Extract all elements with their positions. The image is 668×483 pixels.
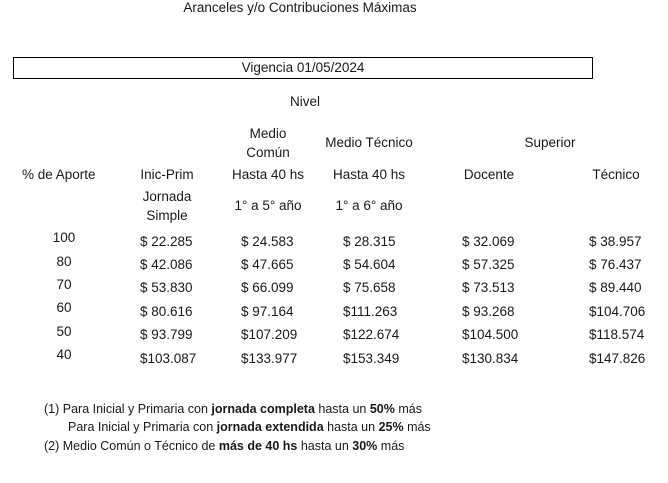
cell-tec: $104.706	[589, 304, 646, 319]
cell-inic: $ 53.830	[140, 280, 193, 295]
cell-tec: $ 76.437	[589, 257, 642, 272]
header-tecnico: Técnico	[592, 167, 640, 182]
footnote-text: más	[403, 420, 431, 434]
vigencia-box	[13, 57, 593, 79]
cell-doc: $ 57.325	[462, 257, 515, 272]
header-hasta40-mt: Hasta 40 hs	[332, 167, 406, 182]
cell-mt: $ 28.315	[343, 234, 396, 249]
cell-mt: $ 54.604	[343, 257, 396, 272]
cell-inic: $ 42.086	[140, 257, 193, 272]
header-jornada: Jornada	[142, 189, 192, 204]
cell-tec: $ 89.440	[589, 280, 642, 295]
cell-inic: $ 80.616	[140, 304, 193, 319]
header-anio-mc: 1° a 5° año	[234, 198, 302, 213]
footnote-bold: jornada extendida	[216, 420, 324, 434]
cell-mt: $122.674	[343, 327, 400, 342]
cell-aporte: 100	[52, 230, 76, 245]
cell-inic: $ 93.799	[140, 327, 193, 342]
cell-doc: $ 73.513	[462, 280, 515, 295]
header-medio-comun-1: Medio	[249, 126, 287, 141]
footnote-1b	[68, 420, 431, 434]
footnote-text: (2) Medio Común o Técnico de	[44, 439, 219, 453]
footnote-text: hasta un	[323, 420, 379, 434]
header-anio-mt: 1° a 6° año	[335, 198, 403, 213]
vigencia-label: Vigencia 01/05/2024	[241, 60, 365, 75]
header-hasta40-mc: Hasta 40 hs	[231, 167, 305, 182]
header-docente: Docente	[463, 167, 515, 182]
cell-doc: $104.500	[462, 327, 519, 342]
header-aporte: % de Aporte	[22, 167, 96, 182]
cell-mc: $ 24.583	[241, 234, 294, 249]
cell-mc: $ 66.099	[241, 280, 294, 295]
footnote-text: hasta un	[297, 439, 353, 453]
nivel-header: Nivel	[289, 94, 320, 109]
cell-mt: $ 75.658	[343, 280, 396, 295]
footnote-2	[44, 439, 404, 453]
header-medio-comun-2: Común	[246, 145, 290, 160]
footnote-bold: más de 40 hs	[218, 439, 298, 453]
cell-mt: $111.263	[343, 304, 398, 319]
cell-doc: $ 32.069	[462, 234, 515, 249]
footnote-text: más	[394, 402, 422, 416]
cell-aporte: 60	[56, 300, 72, 315]
cell-tec: $118.574	[589, 327, 645, 342]
footnote-1	[44, 402, 422, 416]
cell-inic: $103.087	[140, 351, 197, 366]
page-title: Aranceles y/o Contribuciones Máximas	[183, 0, 417, 15]
footnote-bold: 50%	[369, 402, 395, 416]
footnote-bold: jornada completa	[211, 402, 315, 416]
cell-aporte: 40	[56, 347, 72, 362]
cell-aporte: 50	[56, 324, 72, 339]
cell-mc: $ 97.164	[241, 304, 294, 319]
footnote-text: hasta un	[314, 402, 370, 416]
footnote-bold: 30%	[352, 439, 378, 453]
header-superior: Superior	[524, 135, 576, 150]
cell-mc: $107.209	[241, 327, 298, 342]
footnote-text: más	[377, 439, 405, 453]
cell-aporte: 80	[56, 254, 72, 269]
cell-aporte: 70	[56, 277, 72, 292]
footnote-bold: 25%	[378, 420, 404, 434]
cell-mc: $133.977	[241, 351, 298, 366]
cell-doc: $130.834	[462, 351, 519, 366]
header-medio-tecnico: Medio Técnico	[325, 135, 413, 150]
footnote-text: Para Inicial y Primaria con	[68, 420, 217, 434]
cell-tec: $ 38.957	[589, 234, 642, 249]
cell-doc: $ 93.268	[462, 304, 515, 319]
cell-inic: $ 22.285	[140, 234, 193, 249]
footnote-text: (1) Para Inicial y Primaria con	[44, 402, 212, 416]
cell-mt: $153.349	[343, 351, 400, 366]
header-inic-prim: Inic-Prim	[140, 167, 194, 182]
cell-mc: $ 47.665	[241, 257, 294, 272]
cell-tec: $147.826	[589, 351, 646, 366]
header-simple: Simple	[146, 208, 188, 223]
